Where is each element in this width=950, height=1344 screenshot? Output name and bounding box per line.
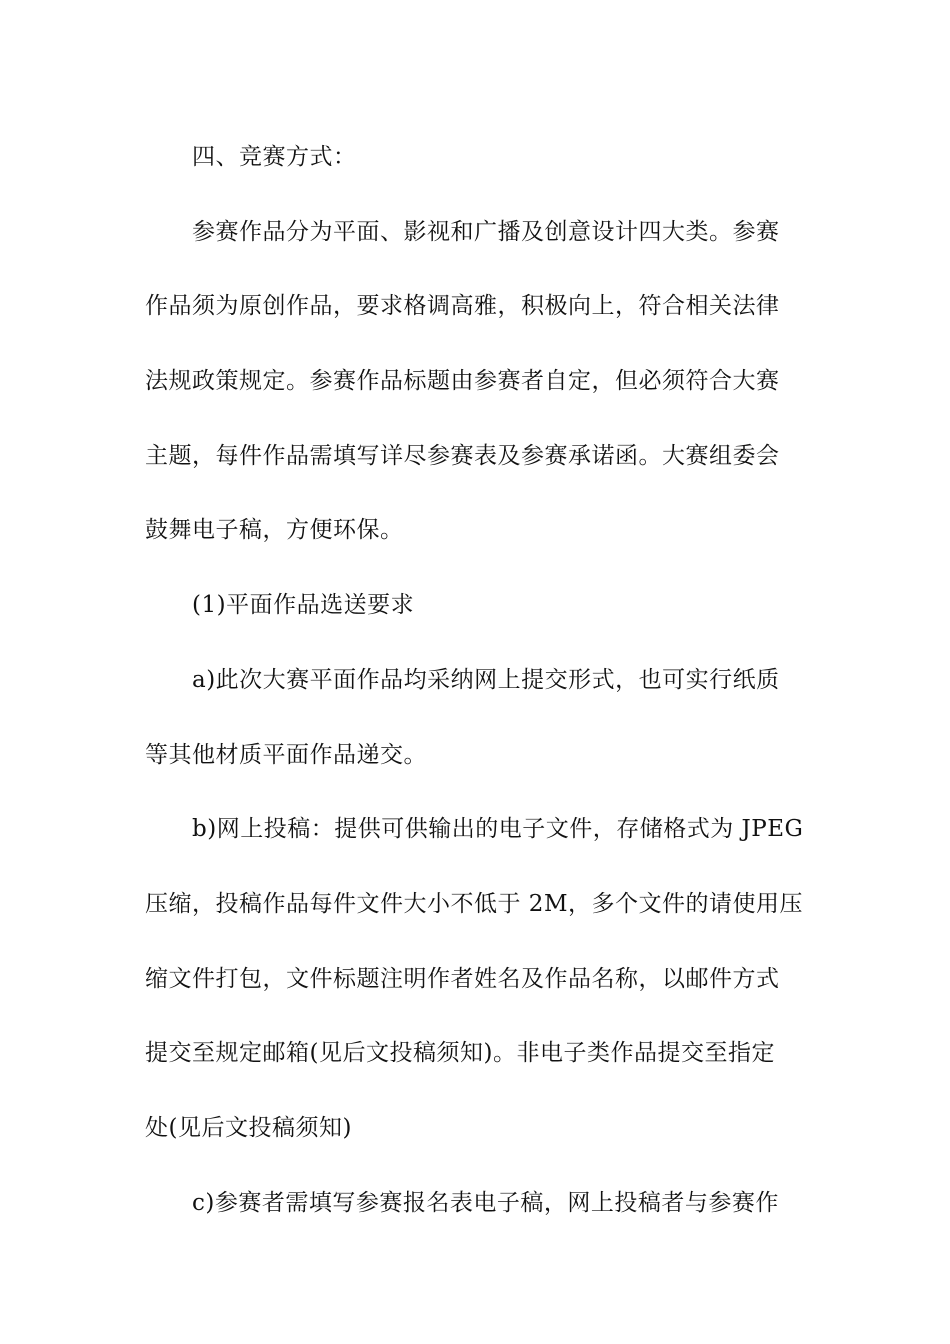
paragraph-line: b)网上投稿：提供可供输出的电子文件，存储格式为 JPEG (192, 816, 804, 843)
paragraph-line: 作品须为原创作品，要求格调高雅，积极向上，符合相关法律 (145, 293, 780, 320)
paragraph-line: 缩文件打包，文件标题注明作者姓名及作品名称，以邮件方式 (145, 965, 780, 992)
paragraph-line: 法规政策规定。参赛作品标题由参赛者自定，但必须符合大赛 (145, 368, 780, 395)
paragraph-line: 主题，每件作品需填写详尽参赛表及参赛承诺函。大赛组委会 (145, 442, 780, 469)
paragraph-line: 参赛作品分为平面、影视和广播及创意设计四大类。参赛 (192, 218, 780, 245)
paragraph-line: 处(见后文投稿须知) (145, 1114, 352, 1141)
paragraph-line: a)此次大赛平面作品均采纳网上提交形式，也可实行纸质 (192, 666, 780, 693)
paragraph-line: 鼓舞电子稿，方便环保。 (145, 517, 404, 544)
paragraph-line: 提交至规定邮箱(见后文投稿须知)。非电子类作品提交至指定 (145, 1040, 775, 1067)
section-heading: 四、竞赛方式： (192, 144, 357, 170)
paragraph-line: 等其他材质平面作品递交。 (145, 741, 427, 768)
paragraph-line: 压缩，投稿作品每件文件大小不低于 2M，多个文件的请使用压 (145, 890, 803, 917)
subsection-heading: (1)平面作品选送要求 (192, 592, 415, 619)
document-body (145, 120, 805, 1240)
paragraph-line: c)参赛者需填写参赛报名表电子稿，网上投稿者与参赛作 (192, 1189, 779, 1216)
